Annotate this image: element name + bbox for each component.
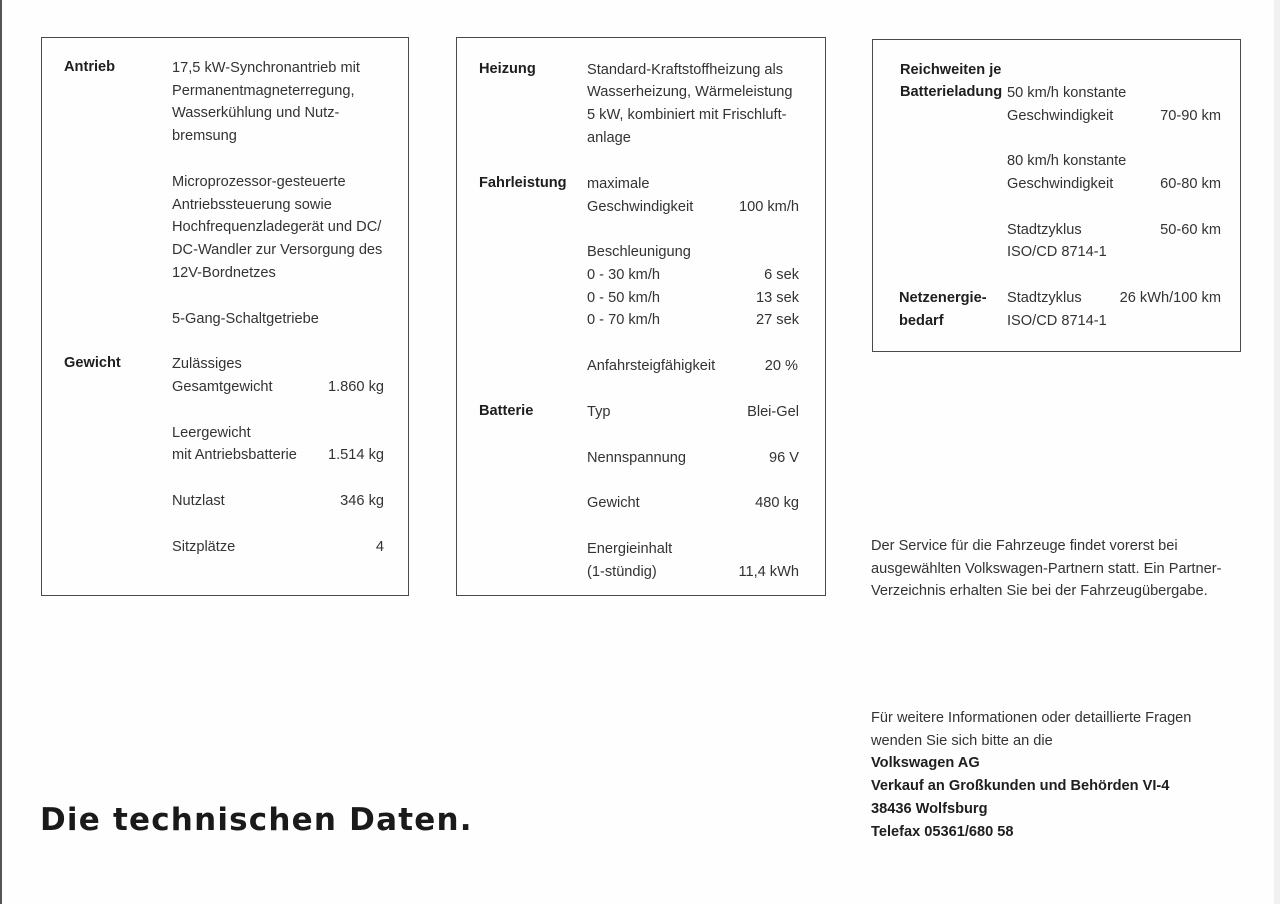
antrieb-heading: Antrieb <box>64 59 116 75</box>
batterie-heading: Batterie <box>479 403 534 419</box>
reichweite-r1-label: 50 km/h konstante <box>1007 85 1127 101</box>
batterie-typ-label: Typ <box>587 404 611 420</box>
fahrleistung-accel-row-value: 6 sek <box>764 267 799 283</box>
reichweiten-heading: Batterieladung <box>900 84 1003 100</box>
service-note-line: Der Service für die Fahrzeuge findet vorerst bei <box>871 538 1178 554</box>
contact-intro-line: wenden Sie sich bitte an die <box>871 733 1053 749</box>
reichweite-r1-label: Geschwindigkeit <box>1007 108 1114 124</box>
fahrleistung-vmax-value: 100 km/h <box>738 199 799 215</box>
gewicht-gesamt-label: Gesamtgewicht <box>172 379 273 395</box>
contact-fax: Telefax 05361/680 58 <box>871 824 1014 840</box>
contact-city: 38436 Wolfsburg <box>871 801 988 817</box>
antrieb-motor-line: Wasserkühlung und Nutz- <box>172 105 340 121</box>
antrieb-motor-line: 17,5 kW-Synchronantrieb mit <box>172 60 360 76</box>
batterie-energie-label: (1-stündig) <box>587 564 657 580</box>
reichweiten-heading: Reichweiten je <box>900 62 1002 78</box>
batterie-energie-value: 11,4 kWh <box>738 564 799 580</box>
heizung-line: Standard-Kraftstoffheizung als <box>587 62 784 78</box>
page-edge-left <box>0 0 2 904</box>
service-note-line: ausgewählten Volkswagen-Partnern statt. Ein Partner- <box>871 561 1222 577</box>
reichweite-r3-label: Stadtzyklus <box>1007 222 1082 238</box>
antrieb-control-line: 12V-Bordnetzes <box>172 265 276 281</box>
contact-intro-line: Für weitere Informationen oder detaillierte Fragen <box>871 710 1192 726</box>
reichweite-r2-label: 80 km/h konstante <box>1007 153 1127 169</box>
reichweite-r3-label: ISO/CD 8714-1 <box>1007 244 1107 260</box>
batterie-gewicht-label: Gewicht <box>587 495 640 511</box>
heizung-line: Wasserheizung, Wärmeleistung <box>587 84 793 100</box>
batterie-spannung-label: Nennspannung <box>587 450 686 466</box>
contact-department: Verkauf an Großkunden und Behörden VI-4 <box>871 778 1170 794</box>
heizung-heading: Heizung <box>479 61 536 77</box>
gewicht-sitz-label: Sitzplätze <box>172 539 236 555</box>
batterie-energie-label: Energieinhalt <box>587 541 673 557</box>
reichweite-r2-label: Geschwindigkeit <box>1007 176 1114 192</box>
gewicht-leer-value: 1.514 kg <box>328 447 384 463</box>
page-edge-right <box>1274 0 1280 904</box>
gewicht-leer-label: Leergewicht <box>172 425 251 441</box>
fahrleistung-vmax-label: maximale <box>587 176 650 192</box>
netz-value: 26 kWh/100 km <box>1119 290 1221 306</box>
heizung-line: anlage <box>587 130 631 146</box>
gewicht-gesamt-value: 1.860 kg <box>328 379 384 395</box>
gewicht-sitz-value: 4 <box>375 539 384 555</box>
fahrleistung-accel-row-value: 13 sek <box>756 290 799 306</box>
antrieb-control-line: DC-Wandler zur Versorgung des <box>172 242 383 258</box>
antrieb-gearbox: 5-Gang-Schaltgetriebe <box>172 311 319 327</box>
fahrleistung-accel-row-label: 0 - 30 km/h <box>587 267 660 283</box>
fahrleistung-steig-value: 20 % <box>764 358 798 374</box>
antrieb-motor-line: bremsung <box>172 128 237 144</box>
netz-label: ISO/CD 8714-1 <box>1007 313 1107 329</box>
heizung-line: 5 kW, kombiniert mit Frischluft- <box>587 107 787 123</box>
contact-company: Volkswagen AG <box>871 755 980 771</box>
fahrleistung-accel-row-label: 0 - 50 km/h <box>587 290 660 306</box>
fahrleistung-accel-label: Beschleunigung <box>587 244 691 260</box>
gewicht-gesamt-label: Zulässiges <box>172 356 242 372</box>
fahrleistung-vmax-label: Geschwindigkeit <box>587 199 694 215</box>
antrieb-motor-line: Permanentmagneterregung, <box>172 83 355 99</box>
fahrleistung-heading: Fahrleistung <box>479 175 567 191</box>
fahrleistung-accel-row-value: 27 sek <box>756 312 799 328</box>
netz-label: Stadtzyklus <box>1007 290 1082 306</box>
page-title: Die technischen Daten. <box>40 802 473 838</box>
gewicht-heading: Gewicht <box>64 355 121 371</box>
service-note-line: Verzeichnis erhalten Sie bei der Fahrzeugübergabe. <box>871 583 1208 599</box>
batterie-gewicht-value: 480 kg <box>755 495 799 511</box>
reichweite-r1-value: 70-90 km <box>1160 108 1221 124</box>
gewicht-nutzlast-label: Nutzlast <box>172 493 225 509</box>
reichweite-r3-value: 50-60 km <box>1160 222 1221 238</box>
antrieb-control-line: Antriebssteuerung sowie <box>172 197 332 213</box>
antrieb-control-line: Microprozessor-gesteuerte <box>172 174 346 190</box>
reichweite-r2-value: 60-80 km <box>1160 176 1221 192</box>
fahrleistung-steig-label: Anfahrsteigfähigkeit <box>587 358 716 374</box>
netz-heading: Netzenergie- <box>899 290 987 306</box>
antrieb-control-line: Hochfrequenzladegerät und DC/ <box>172 219 382 235</box>
batterie-typ-value: Blei-Gel <box>747 404 799 420</box>
fahrleistung-accel-row-label: 0 - 70 km/h <box>587 312 660 328</box>
gewicht-nutzlast-value: 346 kg <box>340 493 384 509</box>
batterie-spannung-value: 96 V <box>768 450 799 466</box>
netz-heading: bedarf <box>899 313 944 329</box>
gewicht-leer-label: mit Antriebsbatterie <box>172 447 297 463</box>
